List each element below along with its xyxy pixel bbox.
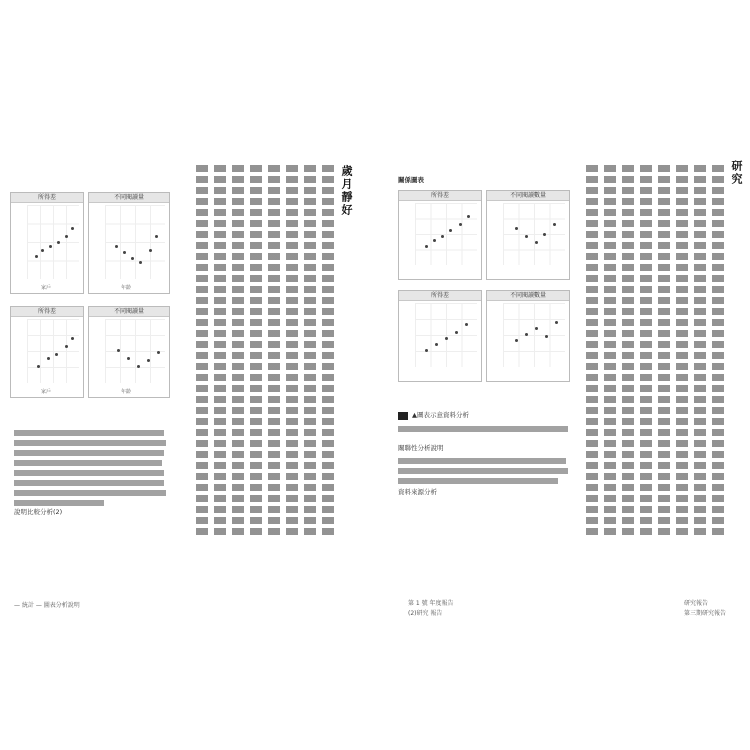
- vertical-text-column: [322, 165, 334, 535]
- data-point: [157, 351, 160, 354]
- data-point: [137, 365, 140, 368]
- data-point: [455, 331, 458, 334]
- axis-label: 家戶: [41, 389, 52, 395]
- vertical-text-column: [694, 165, 706, 535]
- vertical-text-column: [232, 165, 244, 535]
- data-point: [49, 245, 52, 248]
- data-point: [543, 233, 546, 236]
- vertical-text-column: [304, 165, 316, 535]
- panel-strip-label: 不同閱讀數量: [487, 191, 569, 201]
- data-point: [449, 229, 452, 232]
- data-point: [515, 227, 518, 230]
- vertical-text-column: [712, 165, 724, 535]
- scatter-plot: [415, 303, 477, 367]
- data-point: [115, 245, 118, 248]
- data-point: [545, 335, 548, 338]
- text-line: [398, 478, 558, 484]
- data-point: [35, 255, 38, 258]
- data-point: [467, 215, 470, 218]
- left-chart-panel-3: [10, 306, 84, 398]
- data-point: [525, 235, 528, 238]
- vertical-text-column: [622, 165, 634, 535]
- scatter-plot: [27, 319, 79, 383]
- middle-footer-line-1: 第 1 號 年度報告: [408, 600, 454, 607]
- data-point: [47, 357, 50, 360]
- data-point: [57, 241, 60, 244]
- vertical-text-column: [286, 165, 298, 535]
- right-footer-line-2: 第三期研究報告: [684, 610, 727, 617]
- panel-strip-label: 所得差: [399, 291, 481, 301]
- data-point: [149, 249, 152, 252]
- data-point: [55, 353, 58, 356]
- scatter-plot: [105, 319, 165, 383]
- scatter-plot: [415, 203, 477, 265]
- scatter-plot: [503, 303, 565, 367]
- scatter-plot: [105, 205, 165, 279]
- data-point: [147, 359, 150, 362]
- panel-strip-label: 不同閱讀量: [89, 193, 169, 203]
- left-chart-panel-1: [10, 192, 84, 294]
- text-line: [14, 500, 104, 506]
- figure-marker: [398, 412, 408, 420]
- data-point: [41, 249, 44, 252]
- left-chart-panel-4: [88, 306, 170, 398]
- vertical-text-column: [250, 165, 262, 535]
- data-point: [425, 349, 428, 352]
- text-line: [14, 490, 166, 496]
- data-point: [435, 343, 438, 346]
- middle-chart-panel-1: [398, 190, 482, 280]
- panel-strip-label: 所得差: [11, 307, 83, 317]
- data-point: [117, 349, 120, 352]
- data-point: [441, 235, 444, 238]
- axis-label: 年齡: [121, 285, 132, 291]
- data-point: [131, 257, 134, 260]
- data-point: [37, 365, 40, 368]
- text-line: [14, 430, 164, 436]
- text-line: [14, 460, 162, 466]
- data-point: [459, 223, 462, 226]
- caption-line: 資料來源分析: [398, 488, 437, 496]
- text-line: [398, 426, 568, 432]
- data-point: [65, 345, 68, 348]
- text-line: [398, 458, 566, 464]
- data-point: [555, 321, 558, 324]
- data-point: [535, 327, 538, 330]
- vertical-text-column: [268, 165, 280, 535]
- vertical-text-column: [676, 165, 688, 535]
- vertical-text-column: [640, 165, 652, 535]
- text-line: [14, 480, 164, 486]
- data-point: [553, 223, 556, 226]
- right-footer-line-1: 研究報告: [684, 600, 709, 607]
- caption-note: 說明比較分析(2): [14, 508, 63, 516]
- data-point: [155, 235, 158, 238]
- panel-strip-label: 不同閱讀量: [89, 307, 169, 317]
- caption-line: 關聯性分析說明: [398, 444, 444, 452]
- vertical-text-column: [658, 165, 670, 535]
- vertical-text-column: [196, 165, 208, 535]
- vertical-text-column: [586, 165, 598, 535]
- data-point: [123, 251, 126, 254]
- data-point: [127, 357, 130, 360]
- text-line: [14, 440, 166, 446]
- middle-chart-panel-3: [398, 290, 482, 382]
- left-chart-panel-2: [88, 192, 170, 294]
- figure-caption: ▲圖表示意資料分析: [412, 411, 469, 419]
- right-vertical-heading: 研究: [730, 160, 743, 186]
- left-vertical-heading: 歲月靜好: [340, 165, 353, 217]
- vertical-text-column: [214, 165, 226, 535]
- panel-strip-label: 所得差: [11, 193, 83, 203]
- data-point: [71, 227, 74, 230]
- text-line: [14, 450, 164, 456]
- chart-title: 關係圖表: [398, 176, 424, 184]
- data-point: [65, 235, 68, 238]
- data-point: [465, 323, 468, 326]
- left-footer: — 統計 — 圖表分析說明: [14, 602, 80, 609]
- data-point: [535, 241, 538, 244]
- text-line: [14, 470, 164, 476]
- text-line: [398, 468, 568, 474]
- scatter-plot: [27, 205, 79, 279]
- middle-chart-panel-2: [486, 190, 570, 280]
- data-point: [139, 261, 142, 264]
- scatter-plot: [503, 203, 565, 265]
- vertical-text-column: [604, 165, 616, 535]
- data-point: [433, 239, 436, 242]
- panel-strip-label: 不同閱讀數量: [487, 291, 569, 301]
- middle-footer-line-2: (2)研究 報告: [408, 610, 443, 617]
- data-point: [71, 337, 74, 340]
- axis-label: 年齡: [121, 389, 132, 395]
- middle-chart-panel-4: [486, 290, 570, 382]
- data-point: [525, 333, 528, 336]
- data-point: [425, 245, 428, 248]
- data-point: [445, 337, 448, 340]
- data-point: [515, 339, 518, 342]
- panel-strip-label: 所得差: [399, 191, 481, 201]
- axis-label: 家戶: [41, 285, 52, 291]
